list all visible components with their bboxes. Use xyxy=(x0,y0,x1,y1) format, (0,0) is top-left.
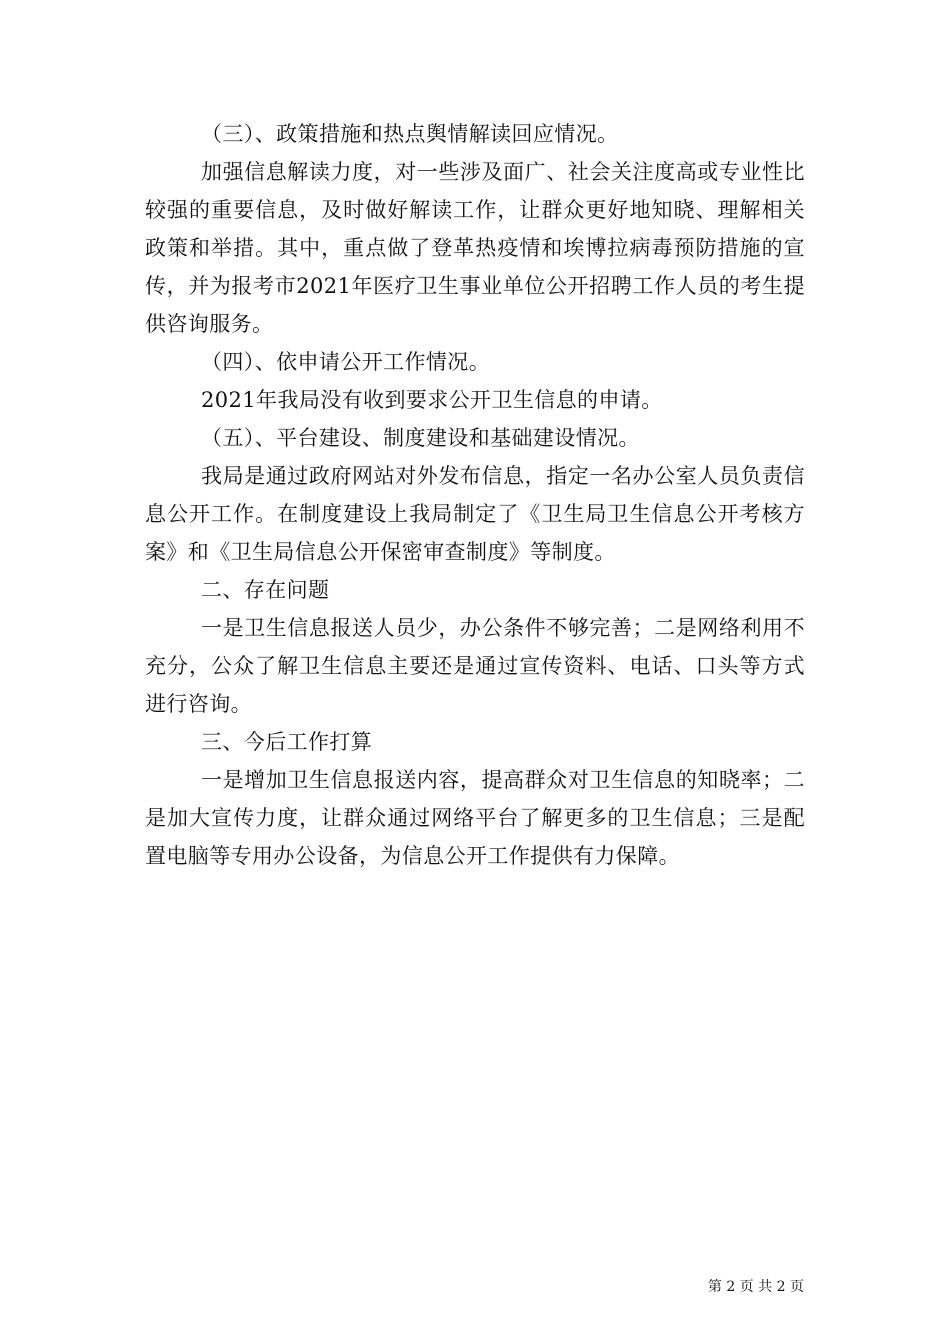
page-number-footer: 第 2 页 共 2 页 xyxy=(707,1279,804,1295)
section-heading-platform-construction: （五）、平台建设、制度建设和基础建设情况。 xyxy=(201,426,640,450)
paragraph-application-details: 2021年我局没有收到要求公开卫生信息的申请。 xyxy=(201,388,663,412)
document-body xyxy=(145,115,805,875)
paragraph-problems-details: 一是卫生信息报送人员少，办公条件不够完善；二是网络利用不充分，公众了解卫生信息主要还是通过宣传资料、电话、口头等方式进行咨询。 xyxy=(145,616,805,716)
paragraph-future-plans-details: 一是增加卫生信息报送内容，提高群众对卫生信息的知晓率；二是加大宣传力度，让群众通过网络平台了解更多的卫生信息；三是配置电脑等专用办公设备，为信息公开工作提供有力保障。 xyxy=(145,768,805,868)
section-heading-existing-problems: 二、存在问题 xyxy=(201,578,330,602)
section-heading-policy-interpretation: （三）、政策措施和热点舆情解读回应情况。 xyxy=(201,122,619,146)
paragraph-interpretation-details: 加强信息解读力度，对一些涉及面广、社会关注度高或专业性比较强的重要信息，及时做好解读工作，让群众更好地知晓、理解相关政策和举措。其中，重点做了登革热疫情和埃博拉病毒预防措施的宣传，并为报考市2021年医疗卫生事业单位公开招聘工作人员的考生提供咨询服务。 xyxy=(145,160,805,336)
paragraph-platform-details: 我局是通过政府网站对外发布信息，指定一名办公室人员负责信息公开工作。在制度建设上我局制定了《卫生局卫生信息公开考核方案》和《卫生局信息公开保密审查制度》等制度。 xyxy=(145,464,805,564)
section-heading-application-disclosure: （四）、依申请公开工作情况。 xyxy=(201,350,491,374)
section-heading-future-plans: 三、今后工作打算 xyxy=(201,730,373,754)
